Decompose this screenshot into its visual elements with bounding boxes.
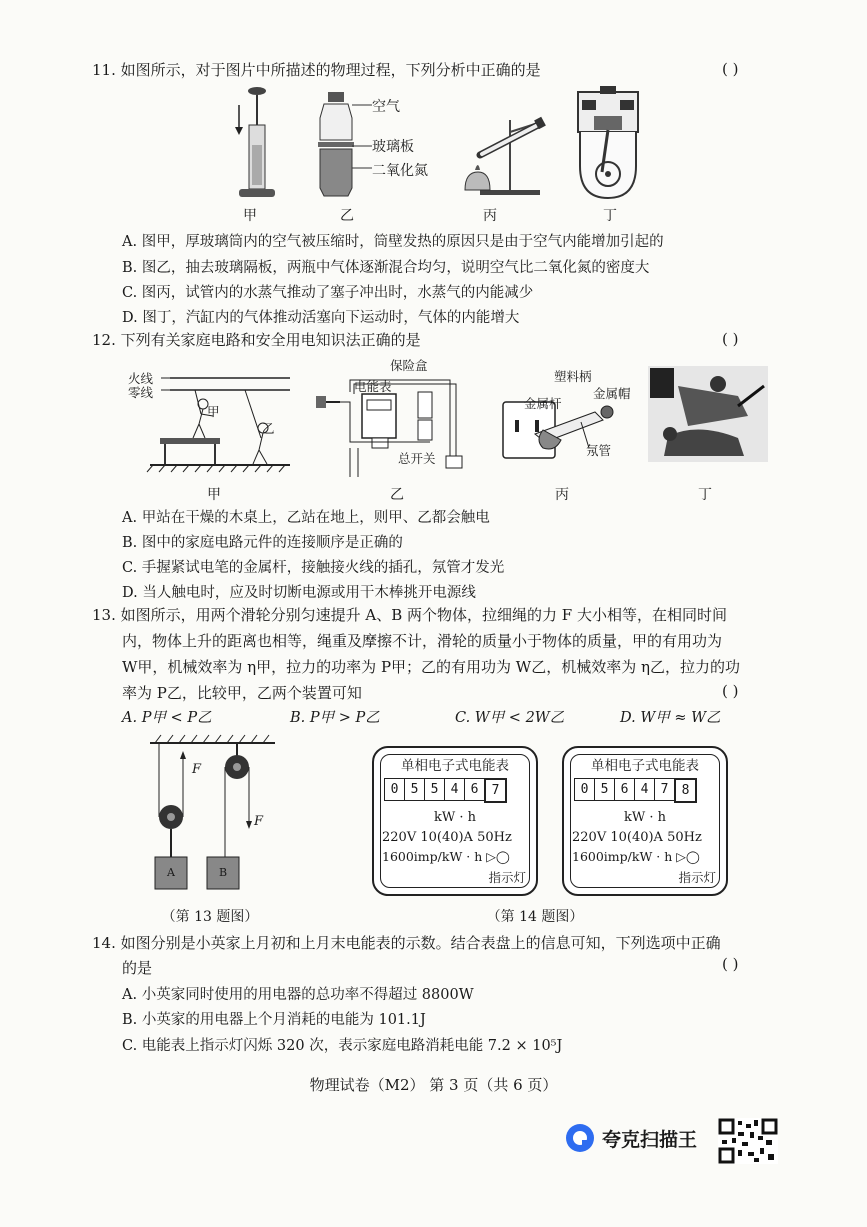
q11-option-c: C. 图丙，试管内的水蒸气推动了塞子冲出时，水蒸气的内能减少 (122, 285, 534, 301)
meter-1-indicator-label: 指示灯 (488, 870, 526, 885)
q14-answer-paren: ( ) (722, 955, 739, 973)
meter-2-spec: 220V 10(40)A 50Hz (572, 830, 702, 845)
q12-label-meter: 电能表 (354, 379, 392, 394)
q11-label-no2: 二氧化氮 (372, 163, 428, 179)
meter-1-digit: 0 (384, 778, 405, 801)
meter-1-digit: 4 (444, 778, 465, 801)
q12-label-switch: 总开关 (398, 451, 436, 466)
q14-option-b: B. 小英家的用电器上个月消耗的电能为 101.1J (122, 1012, 426, 1028)
q12-label-handle: 塑料柄 (554, 369, 592, 384)
meter-1-decimal-digit: 7 (484, 778, 507, 803)
q12-option-b: B. 图中的家庭电路元件的连接顺序是正确的 (122, 535, 403, 551)
q12-label-neutral: 零线 (128, 385, 154, 400)
q13-option-a: A. P甲 < P乙 (122, 710, 212, 726)
q14-option-a: A. 小英家同时使用的用电器的总功率不得超过 8800W (122, 987, 474, 1003)
q11-label-air: 空气 (372, 99, 400, 115)
q11-fig-ding (572, 86, 644, 202)
q13-label-block-b: B (219, 866, 228, 879)
q14-option-c: C. 电能表上指示灯闪烁 320 次，表示家庭电路消耗电能 7.2 × 10⁵J (122, 1038, 563, 1054)
q12-caption-yi: 乙 (390, 487, 404, 503)
q12-label-live: 火线 (128, 371, 154, 386)
q13-label-force-2: F (254, 814, 264, 829)
q13-label-force-1: F (192, 762, 202, 777)
q14-caption: （第 14 题图） (486, 909, 584, 925)
scanner-watermark (564, 1120, 714, 1156)
q14-stem-line1: 14. 如图分别是小英家上月初和上月末电能表的示数。结合表盘上的信息可知，下列选项中正确 (92, 934, 721, 952)
q13-stem-line3: W甲，机械效率为 η甲，拉力的功率为 P甲；乙的有用功为 W乙，机械效率为 η乙，拉力的功 (122, 658, 740, 676)
q12-stem: 12. 下列有关家庭电路和安全用电知识法正确的是 (92, 331, 421, 349)
qr-code-icon (718, 1118, 778, 1164)
q12-label-jia: 甲 (207, 404, 220, 419)
q11-fig-bing (460, 110, 550, 200)
meter-2-digit: 5 (594, 778, 615, 801)
q12-option-d: D. 当人触电时，应及时切断电源或用干木棒挑开电源线 (122, 585, 476, 601)
q12-label-cap: 金属帽 (593, 386, 631, 401)
q11-leader-lines (352, 100, 374, 170)
meter-end-of-month (562, 746, 728, 896)
page-footer: 物理试卷（M2） 第 3 页（共 6 页） (309, 1076, 558, 1094)
q12-caption-ding: 丁 (698, 487, 712, 503)
meter-2-digit: 7 (654, 778, 675, 801)
meter-1-digits (384, 778, 506, 803)
meter-2-digit: 6 (614, 778, 635, 801)
q13-option-b: B. P甲 > P乙 (290, 710, 380, 726)
meter-2-imp: 1600imp/kW · h ▷◯ (572, 849, 700, 864)
q12-caption-bing: 丙 (555, 487, 569, 503)
meter-1-digit: 5 (404, 778, 425, 801)
meter-2-digits (574, 778, 696, 803)
q11-stem: 11. 如图所示，对于图片中所描述的物理过程，下列分析中正确的是 (92, 61, 541, 79)
meter-2-digit: 0 (574, 778, 595, 801)
q12-label-rod: 金属杆 (524, 396, 562, 411)
q12-caption-jia: 甲 (207, 487, 221, 503)
q12-fig-ding (648, 366, 768, 462)
meter-1-digit: 6 (464, 778, 485, 801)
q11-answer-paren: ( ) (722, 60, 739, 78)
q11-label-glass: 玻璃板 (372, 139, 414, 155)
q11-option-b: B. 图乙，抽去玻璃隔板，两瓶中气体逐渐混合均匀，说明空气比二氧化氮的密度大 (122, 260, 650, 276)
meter-2-unit: kW · h (623, 810, 666, 825)
meter-2-digit: 4 (634, 778, 655, 801)
q11-caption-jia: 甲 (243, 208, 257, 224)
scanner-brand-text: 夸克扫描王 (602, 1129, 698, 1151)
meter-1-imp: 1600imp/kW · h ▷◯ (382, 849, 510, 864)
meter-start-of-month (372, 746, 538, 896)
q13-stem-line1: 13. 如图所示，用两个滑轮分别匀速提升 A、B 两个物体，拉细绳的力 F 大小相等，在相同时间 (92, 606, 727, 624)
q13-option-d: D. W甲 ≈ W乙 (620, 710, 721, 726)
q13-stem-line4: 率为 P乙，比较甲，乙两个装置可知 (122, 684, 362, 702)
q12-label-fuse: 保险盒 (390, 358, 428, 373)
q13-label-block-a: A (167, 866, 175, 879)
q11-caption-ding: 丁 (603, 208, 617, 224)
meter-2-title: 单相电子式电能表 (591, 758, 699, 774)
scanner-logo-icon (564, 1122, 596, 1154)
meter-1-title: 单相电子式电能表 (401, 758, 509, 774)
meter-1-digit: 5 (424, 778, 445, 801)
meter-1-spec: 220V 10(40)A 50Hz (382, 830, 512, 845)
q11-option-a: A. 图甲，厚玻璃筒内的空气被压缩时，筒壁发热的原因只是由于空气内能增加引起的 (122, 234, 664, 250)
q13-option-c: C. W甲 < 2W乙 (455, 710, 565, 726)
q13-answer-paren: ( ) (722, 682, 739, 700)
q12-option-a: A. 甲站在干燥的木桌上，乙站在地上，则甲、乙都会触电 (122, 510, 490, 526)
q11-caption-bing: 丙 (483, 208, 497, 224)
q11-fig-jia (225, 85, 285, 205)
q13-caption: （第 13 题图） (161, 909, 259, 925)
q11-option-d: D. 图丁，汽缸内的气体推动活塞向下运动时，气体的内能增大 (122, 310, 520, 326)
q11-caption-yi: 乙 (340, 208, 354, 224)
q12-option-c: C. 手握紧试电笔的金属杆，接触接火线的插孔，氖管才发光 (122, 560, 505, 576)
meter-2-indicator-label: 指示灯 (678, 870, 716, 885)
q12-answer-paren: ( ) (722, 330, 739, 348)
q12-label-neon: 氖管 (586, 443, 612, 458)
meter-2-decimal-digit: 8 (674, 778, 697, 803)
q14-stem-line2: 的是 (122, 959, 153, 977)
q13-stem-line2: 内，物体上升的距离也相等，绳重及摩擦不计，滑轮的质量小于物体的质量，甲的有用功为 (122, 632, 723, 650)
meter-1-unit: kW · h (433, 810, 476, 825)
q12-label-yi: 乙 (262, 421, 275, 436)
